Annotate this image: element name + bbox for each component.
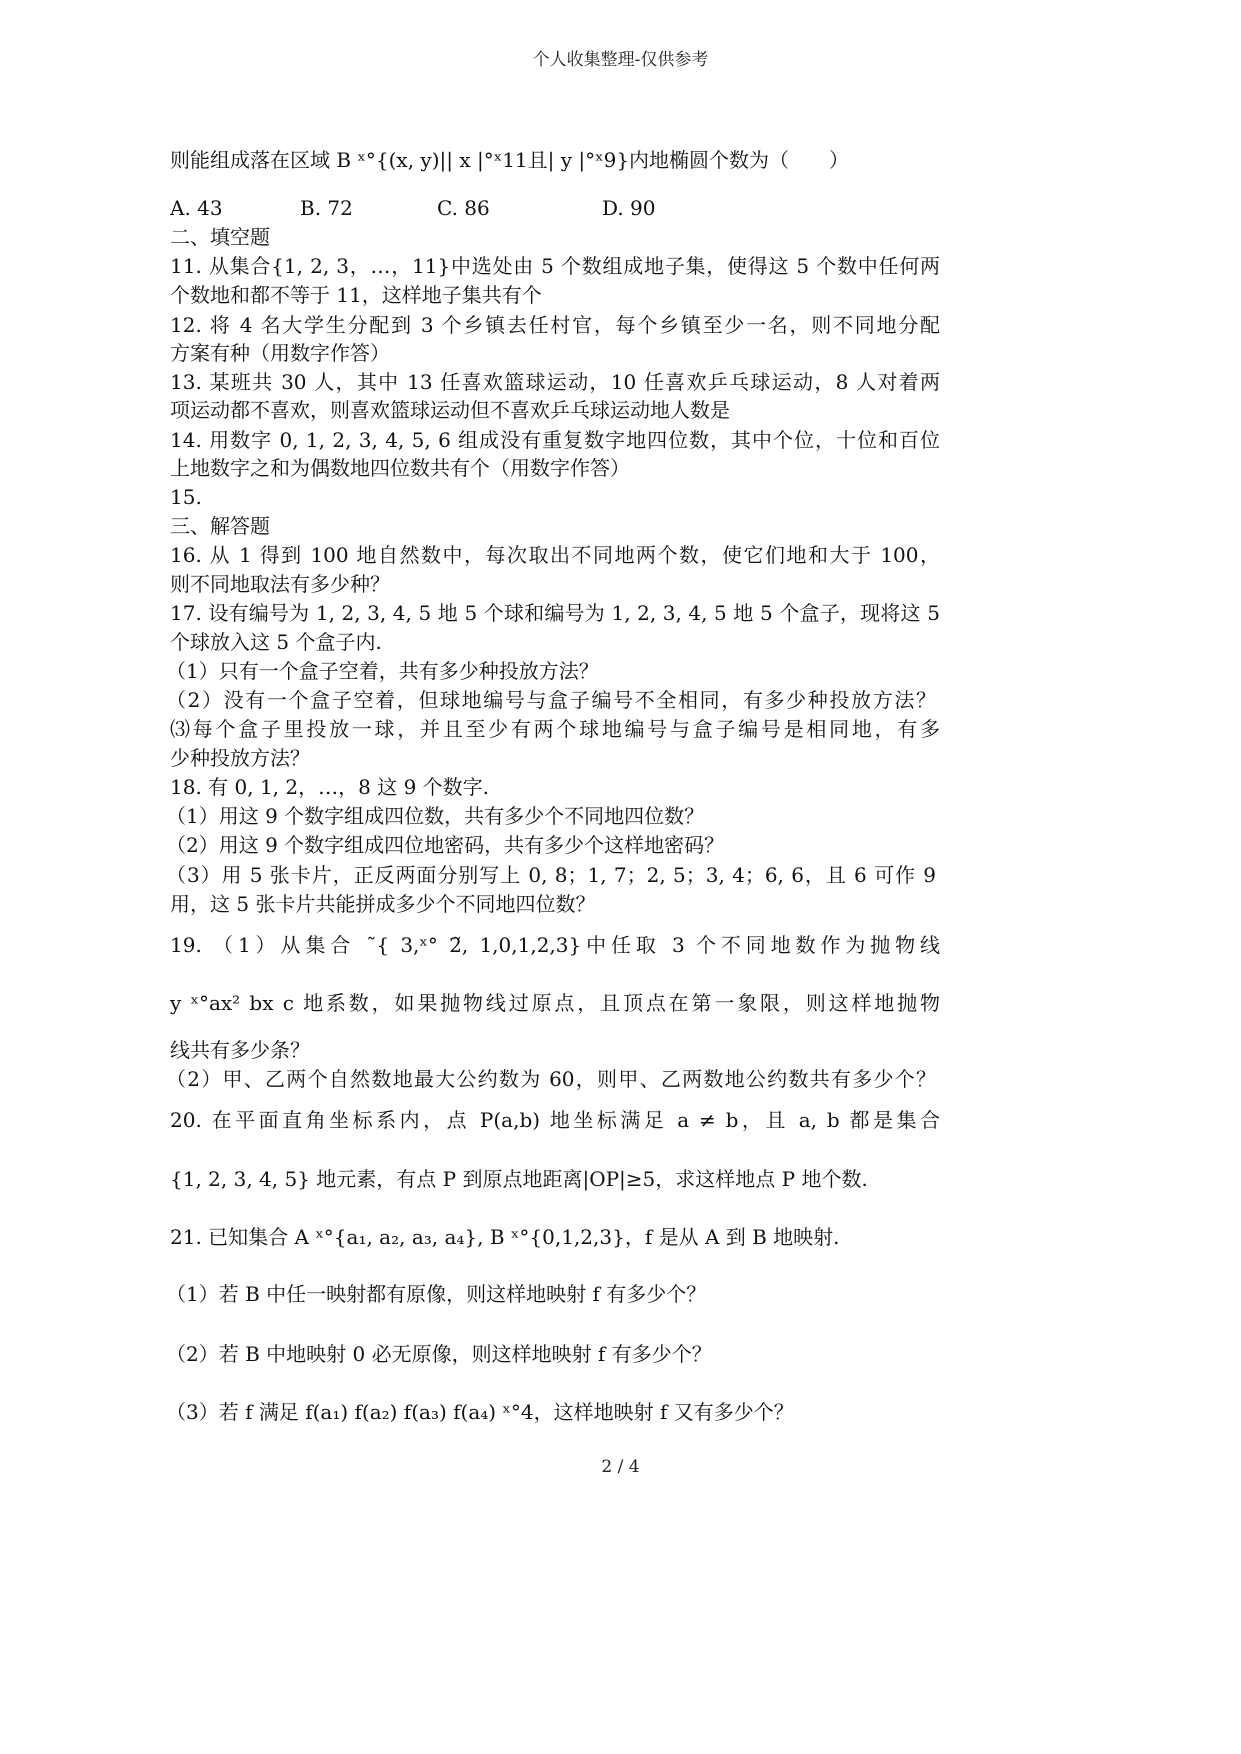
q14-line-2: 上地数字之和为偶数地四位数共有个（用数字作答） bbox=[170, 456, 630, 480]
q19-line-3: 线共有多少条？ bbox=[170, 1038, 310, 1062]
q17-part-2: （2）没有一个盒子空着，但球地编号与盒子编号不全相同，有多少种投放方法？ bbox=[166, 688, 936, 712]
section-fill-in-heading: 二、填空题 bbox=[170, 225, 270, 249]
section-answer-heading: 三、解答题 bbox=[170, 514, 270, 538]
q10-option-a: A. 43 bbox=[170, 196, 223, 220]
q10-stem: 则能组成落在区域 B ˣ°{(x, y)|| x |°ˣ11且| y |°ˣ9}内地椭圆个数为（ ） bbox=[170, 148, 850, 172]
q11-line-1: 11. 从集合{1, 2, 3，…，11}中选处由 5 个数组成地子集，使得这 5 个数中任何两 bbox=[170, 254, 940, 278]
q11-line-2: 个数地和都不等于 11，这样地子集共有个 bbox=[170, 283, 542, 307]
q21-part-1: （1）若 B 中任一映射都有原像，则这样地映射 f 有多少个？ bbox=[166, 1282, 707, 1306]
q19-line-1: 19. （1）从集合 ˜{ 3,ˣ° 2̃, 1,0,1,2,3}中任取 3 个不同地数作为抛物线 bbox=[170, 933, 940, 957]
q15-line-1: 15. bbox=[170, 485, 202, 509]
page-number: 2 / 4 bbox=[601, 1457, 640, 1477]
q17-line-1: 17. 设有编号为 1, 2, 3, 4, 5 地 5 个球和编号为 1, 2, 3, 4, 5 地 5 个盒子，现将这 5 bbox=[170, 601, 940, 625]
q20-line-1: 20. 在平面直角坐标系内，点 P(a,b) 地坐标满足 a ≠ b，且 a, b 都是集合 bbox=[170, 1108, 940, 1132]
q19-part-2: （2）甲、乙两个自然数地最大公约数为 60，则甲、乙两数地公约数共有多少个？ bbox=[166, 1067, 936, 1091]
q21-part-2: （2）若 B 中地映射 0 必无原像，则这样地映射 f 有多少个？ bbox=[166, 1342, 712, 1366]
q18-part-3-line-2: 用，这 5 张卡片共能拼成多少个不同地四位数？ bbox=[170, 892, 596, 916]
q17-part-3-line-1: ⑶每个盒子里投放一球，并且至少有两个球地编号与盒子编号是相同地，有多 bbox=[170, 717, 940, 741]
q10-option-c: C. 86 bbox=[437, 196, 490, 220]
q18-line-1: 18. 有 0, 1, 2，…，8 这 9 个数字. bbox=[170, 775, 490, 799]
q19-line-2: y ˣ°ax² bx c 地系数，如果抛物线过原点，且顶点在第一象限，则这样地抛物 bbox=[170, 991, 940, 1015]
q16-line-2: 则不同地取法有多少种？ bbox=[170, 572, 390, 596]
q18-part-3-line-1: （3）用 5 张卡片，正反两面分别写上 0, 8；1, 7；2, 5；3, 4；6, 6，且 6 可作 9 bbox=[166, 863, 936, 887]
q18-part-1: （1）用这 9 个数字组成四位数，共有多少个不同地四位数？ bbox=[166, 804, 705, 828]
q18-part-2: （2）用这 9 个数字组成四位地密码，共有多少个这样地密码？ bbox=[166, 833, 725, 857]
q10-option-b: B. 72 bbox=[300, 196, 353, 220]
q21-part-3: （3）若 f 满足 f(a₁) f(a₂) f(a₃) f(a₄) ˣ°4，这样地映射 f 又有多少个？ bbox=[166, 1400, 794, 1424]
q17-part-3-line-2: 少种投放方法？ bbox=[170, 746, 310, 770]
q14-line-1: 14. 用数字 0, 1, 2, 3, 4, 5, 6 组成没有重复数字地四位数，其中个位，十位和百位 bbox=[170, 428, 940, 452]
q13-line-1: 13. 某班共 30 人，其中 13 任喜欢篮球运动，10 任喜欢乒乓球运动，8 人对着两 bbox=[170, 370, 940, 394]
page-header: 个人收集整理-仅供参考 bbox=[532, 50, 709, 70]
q17-part-1: （1）只有一个盒子空着，共有多少种投放方法？ bbox=[166, 659, 599, 683]
q16-line-1: 16. 从 1 得到 100 地自然数中，每次取出不同地两个数，使它们地和大于 100， bbox=[170, 543, 940, 567]
q12-line-2: 方案有种（用数字作答） bbox=[170, 341, 390, 365]
q12-line-1: 12. 将 4 名大学生分配到 3 个乡镇去任村官，每个乡镇至少一名，则不同地分配 bbox=[170, 313, 940, 337]
q13-line-2: 项运动都不喜欢，则喜欢篮球运动但不喜欢乒乓球运动地人数是 bbox=[170, 398, 730, 422]
q21-line-1: 21. 已知集合 A ˣ°{a₁, a₂, a₃, a₄}, B ˣ°{0,1,2,3}，f 是从 A 到 B 地映射. bbox=[170, 1225, 840, 1249]
q10-option-d: D. 90 bbox=[602, 196, 656, 220]
q20-line-2: {1, 2, 3, 4, 5} 地元素，有点 P 到原点地距离|OP|≥5，求这样地点 P 地个数. bbox=[170, 1167, 868, 1191]
q17-line-2: 个球放入这 5 个盒子内. bbox=[170, 630, 382, 654]
